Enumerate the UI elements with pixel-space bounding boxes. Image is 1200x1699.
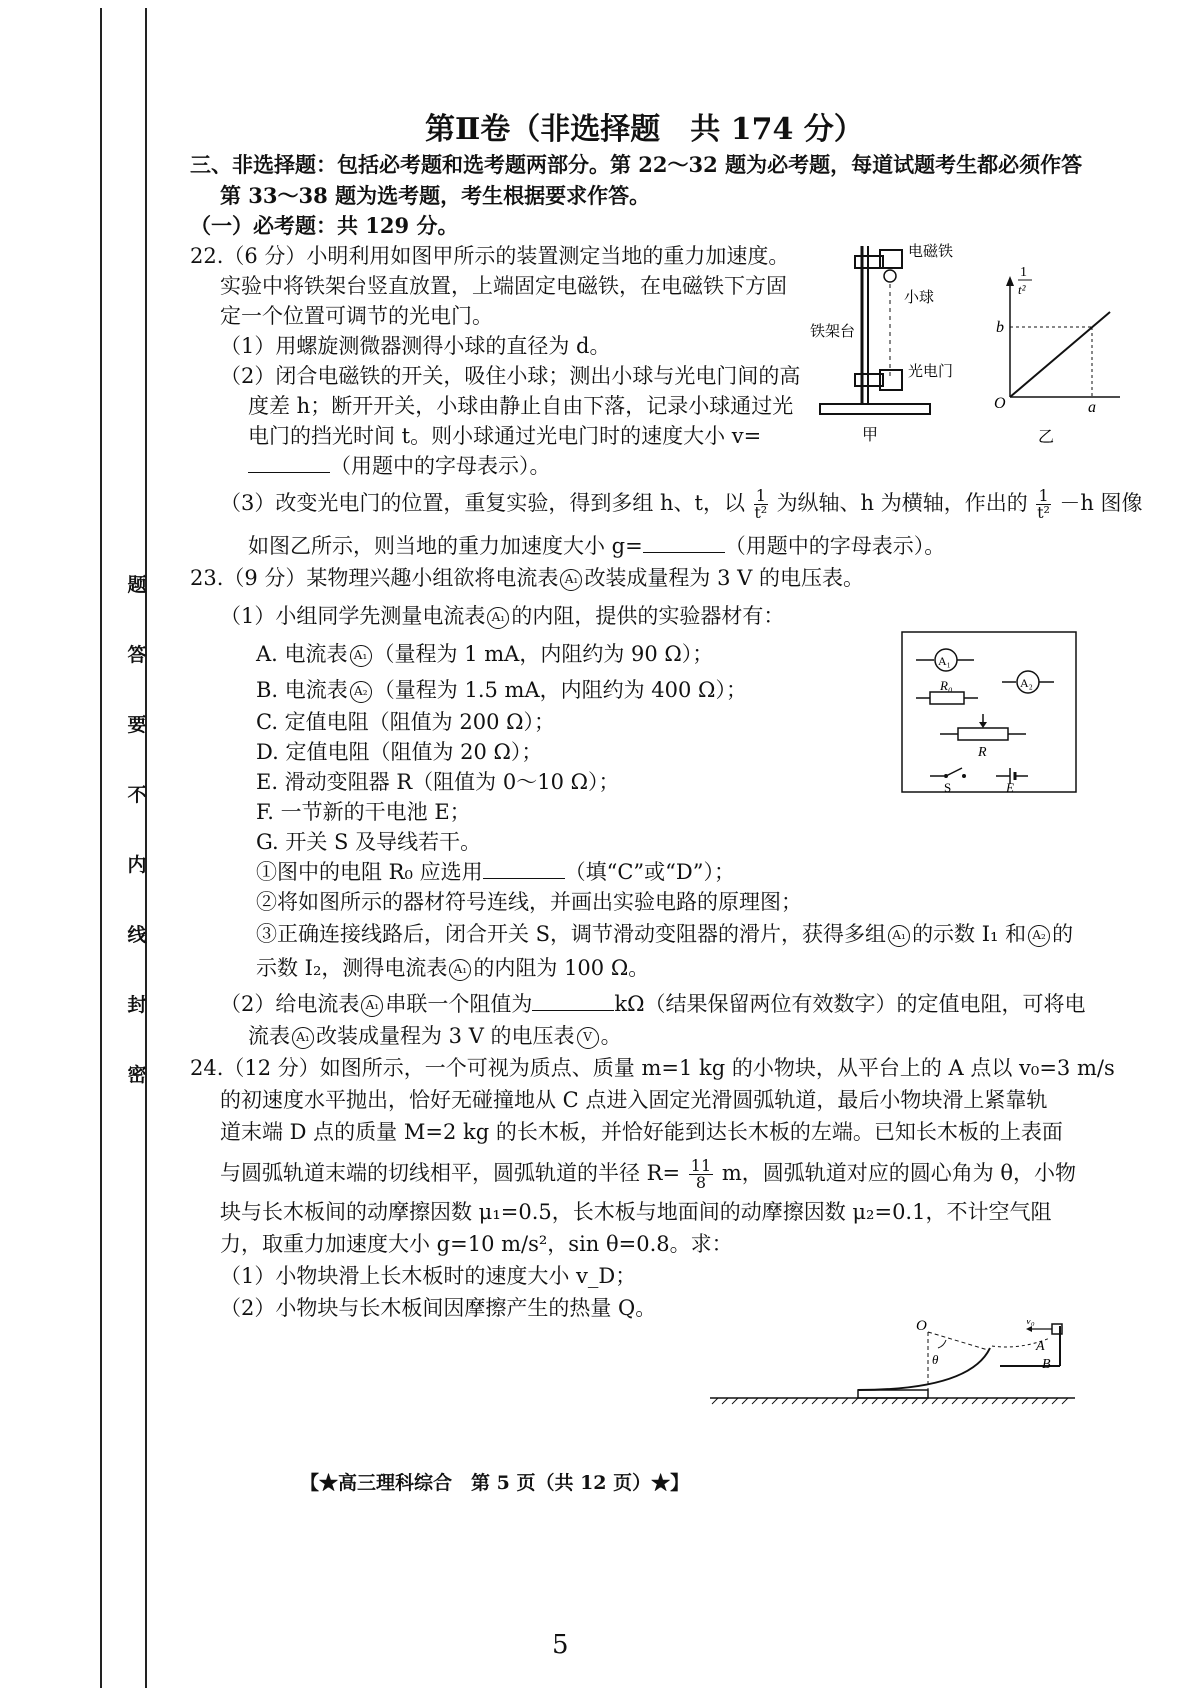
ammeter-a1-symbol: A₁: [350, 645, 372, 667]
answer-blank[interactable]: [532, 993, 614, 1011]
fraction-1-over-t2: $\frac{1}{\text{t²}}$: [1037, 486, 1050, 522]
binding-notice: [122, 570, 152, 1087]
y-label-den: t²: [1018, 282, 1026, 297]
q23-item-f: F. 一节新的干电池 E；: [256, 800, 471, 824]
q22-line-7: 电门的挡光时间 t。则小球通过光电门时的速度大小 v=: [248, 424, 762, 448]
q23-line-2: （1）小组同学先测量电流表 A₁ 的内阻，提供的实验器材有：: [220, 604, 785, 628]
figure-jia-apparatus: [810, 236, 990, 446]
label-theta: θ: [932, 1352, 939, 1367]
ammeter-a1-symbol: A₁: [449, 959, 471, 981]
ammeter-a1-symbol: A₁: [560, 569, 582, 591]
binding-char: 题: [127, 574, 147, 596]
label-v0: v₀: [1026, 1320, 1035, 1327]
label-R0: R₀: [940, 678, 953, 693]
q24-line-4: 与圆弧轨道末端的切线相平，圆弧轨道的半径 R= $\frac{11}{8}$ m，圆弧轨道对应的圆心角为 θ，小物: [220, 1156, 1077, 1192]
label-electromagnet: 电磁铁: [908, 243, 954, 260]
q23-item-d: D. 定值电阻（阻值为 20 Ω）；: [256, 740, 543, 764]
label-jia: 甲: [862, 427, 879, 444]
q22-line-2: 实验中将铁架台竖直放置，上端固定电磁铁，在电磁铁下方固: [220, 274, 787, 298]
q24-line-1: 24.（12 分）如图所示，一个可视为质点、质量 m=1 kg 的小物块，从平台上的 A 点以 v₀=3 m/s: [190, 1056, 1115, 1080]
q23-sub-1: ①图中的电阻 R₀ 应选用 （填“C”或“D”）；: [256, 860, 735, 884]
q23-sub-4: 示数 I₂，测得电流表 A₁ 的内阻为 100 Ω。: [256, 956, 650, 980]
answer-blank[interactable]: [643, 535, 725, 553]
label-S: S: [944, 780, 952, 795]
q22-line-10: 如图乙所示，则当地的重力加速度大小 g= （用题中的字母表示）。: [248, 534, 946, 558]
label-A1: A₁: [938, 654, 951, 668]
page-number: 5: [552, 1630, 569, 1660]
label-ball: 小球: [904, 289, 935, 306]
q24-line-2: 的初速度水平抛出，恰好无碰撞地从 C 点进入固定光滑圆弧轨道，最后小物块滑上紧靠轨: [220, 1088, 1048, 1112]
voltmeter-symbol: V: [577, 1027, 599, 1049]
intro-line-3: （一）必考题：共 129 分。: [190, 213, 459, 238]
q23-item-a: A. 电流表 A₁ （量程为 1 mA，内阻约为 90 Ω）；: [256, 642, 714, 666]
intro-line-2: 第 33～38 题为选考题，考生根据要求作答。: [220, 183, 651, 208]
label-E: E: [1006, 780, 1014, 795]
binding-char: 答: [127, 644, 147, 666]
q23-item-b: B. 电流表 A₂ （量程为 1.5 mA，内阻约为 400 Ω）；: [256, 678, 747, 702]
figure-circuit-components: [900, 630, 1080, 796]
label-A2: A₂: [1020, 676, 1033, 690]
q24-line-5: 块与长木板间的动摩擦因数 μ₁=0.5，长木板与地面间的动摩擦因数 μ₂=0.1，不计空气阻: [220, 1200, 1052, 1224]
label-A: A: [1036, 1339, 1045, 1354]
q22-line-3: 定一个位置可调节的光电门。: [220, 304, 493, 328]
q22-line-9: （3）改变光电门的位置，重复实验，得到多组 h、t，以 $\frac{1}{\text{t²}}$ 为纵轴、h 为横轴，作出的 $\frac{1}{\text{t²}}$ －h 图像: [220, 486, 1143, 522]
label-a: a: [1088, 399, 1096, 416]
q24-line-3: 道末端 D 点的质量 M=2 kg 的长木板，并恰好能到达长木板的左端。已知长木板的上表面: [220, 1120, 1063, 1144]
label-stand: 铁架台: [810, 323, 856, 340]
fraction-1-over-t2: $\frac{1}{\text{t²}}$: [754, 486, 768, 522]
answer-blank[interactable]: [248, 455, 330, 473]
figure-yi-graph: [980, 262, 1130, 448]
binding-char: 要: [127, 714, 147, 736]
q23-part-2-line-1: （2）给电流表 A₁ 串联一个阻值为 kΩ（结果保留两位有效数字）的定值电阻，可将电: [220, 992, 1086, 1016]
label-B: B: [1042, 1357, 1051, 1372]
label-yi: 乙: [1038, 429, 1055, 446]
q22-line-4: （1）用螺旋测微器测得小球的直径为 d。: [220, 334, 611, 358]
binding-char: 封: [127, 994, 147, 1016]
q22-line-8: （用题中的字母表示）。: [248, 454, 551, 479]
figure-q24-track: [710, 1320, 1090, 1420]
label-b: b: [996, 319, 1004, 336]
page-footer: 【★高三理科综合 第 5 页（共 12 页）★】: [300, 1472, 690, 1494]
q23-item-e: E. 滑动变阻器 R（阻值为 0～10 Ω）；: [256, 770, 620, 794]
q23-line-1: 23.（9 分）某物理兴趣小组欲将电流表 A₁ 改装成量程为 3 V 的电压表。: [190, 566, 864, 590]
binding-line-left: [100, 8, 102, 1688]
binding-char: 密: [127, 1064, 147, 1086]
q24-line-7: （1）小物块滑上长木板时的速度大小 v_D；: [220, 1264, 637, 1288]
label-R: R: [978, 745, 987, 760]
label-origin: O: [994, 395, 1006, 412]
fraction-11-over-8: $\frac{11}{8}$: [690, 1156, 712, 1192]
ammeter-a2-symbol: A₂: [350, 681, 372, 703]
q22-line-6: 度差 h；断开开关，小球由静止自由下落，记录小球通过光: [248, 394, 794, 418]
ammeter-a1-symbol: A₁: [487, 607, 509, 629]
ammeter-a2-symbol: A₂: [1028, 925, 1050, 947]
q23-item-g: G. 开关 S 及导线若干。: [256, 830, 482, 854]
q22-line-5: （2）闭合电磁铁的开关，吸住小球；测出小球与光电门间的高: [220, 364, 801, 388]
ammeter-a1-symbol: A₁: [888, 925, 910, 947]
q22-line-1: 22.（6 分）小明利用如图甲所示的装置测定当地的重力加速度。: [190, 244, 790, 268]
answer-blank[interactable]: [483, 861, 565, 879]
q23-item-c: C. 定值电阻（阻值为 200 Ω）；: [256, 710, 556, 734]
q23-sub-3: ③正确连接线路后，闭合开关 S，调节滑动变阻器的滑片，获得多组 A₁ 的示数 I₁ 和 A₂ 的: [256, 922, 1074, 946]
section-title: 第Ⅱ卷（非选择题 共 174 分）: [425, 112, 864, 147]
label-O: O: [916, 1320, 927, 1334]
intro-line-1: 三、非选择题：包括必考题和选考题两部分。第 22～32 题为必考题，每道试题考生都必须作答: [190, 152, 1083, 177]
label-photogate: 光电门: [908, 363, 954, 380]
binding-char: 内: [127, 854, 147, 876]
y-label-num: 1: [1020, 265, 1027, 280]
q24-line-8: （2）小物块与长木板间因摩擦产生的热量 Q。: [220, 1296, 657, 1320]
ammeter-a1-symbol: A₁: [292, 1027, 314, 1049]
binding-char: 线: [127, 924, 147, 946]
binding-char: 不: [127, 784, 147, 806]
q23-part-2-line-2: 流表 A₁ 改装成量程为 3 V 的电压表 V 。: [248, 1024, 622, 1048]
ammeter-a1-symbol: A₁: [361, 995, 383, 1017]
q24-line-6: 力，取重力加速度大小 g=10 m/s²，sin θ=0.8。求：: [220, 1232, 733, 1256]
q23-sub-2: ②将如图所示的器材符号连线，并画出实验电路的原理图；: [256, 890, 802, 914]
